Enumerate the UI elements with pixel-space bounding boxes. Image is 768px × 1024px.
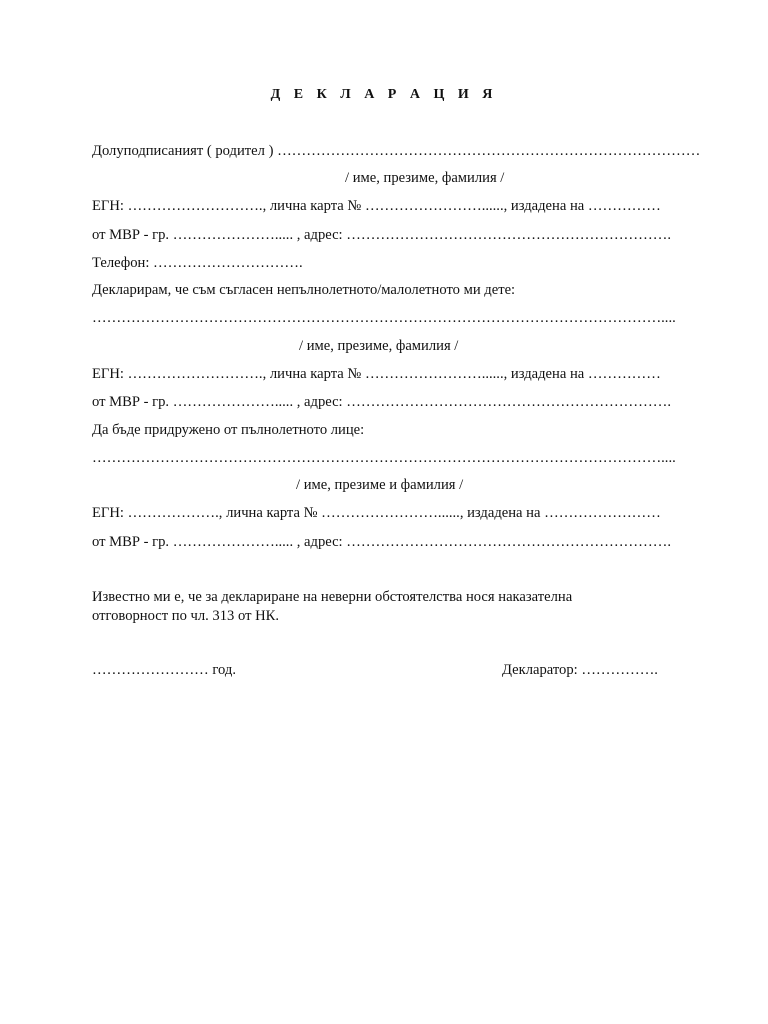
child-egn-line: ЕГН: ………………………., лична карта № ……………………......, издадена на …………… [92, 366, 661, 382]
companion-mvr-address-line: от МВР - гр. …………………..... , адрес: …………………………………………………………. [92, 534, 671, 550]
parent-phone-line: Телефон: …………………………. [92, 255, 303, 271]
child-name-line: ……………………………………………………………………………………………………….... [92, 310, 676, 326]
parent-egn-line: ЕГН: ………………………., лична карта № ……………………......, издадена на …………… [92, 198, 661, 214]
child-mvr-address-line: от МВР - гр. …………………..... , адрес: …………………………………………………………. [92, 394, 671, 410]
parent-name-caption: / име, презиме, фамилия / [345, 170, 505, 186]
parent-name-line: Долуподписаният ( родител ) …………………………………………………………………………… [92, 143, 701, 159]
consent-statement: Декларирам, че съм съгласен непълнолетното/малолетното ми дете: [92, 282, 516, 298]
companion-statement: Да бъде придружено от пълнолетното лице: [92, 422, 365, 438]
liability-statement-line-2: отговорност по чл. 313 от НК. [92, 608, 280, 624]
child-name-caption: / име, презиме, фамилия / [299, 338, 459, 354]
parent-mvr-address-line: от МВР - гр. …………………..... , адрес: …………………………………………………………. [92, 227, 671, 243]
declarant-signature-field: Декларатор: ……………. [502, 662, 658, 678]
liability-statement-line-1: Известно ми е, че за деклариране на неверни обстоятелства нося наказателна [92, 589, 573, 605]
companion-egn-line: ЕГН: ………………., лична карта № ……………………......, издадена на …………………… [92, 505, 661, 521]
document-title: Д Е К Л А Р А Ц И Я [270, 87, 498, 102]
date-field: …………………… год. [92, 662, 236, 678]
companion-name-caption: / име, презиме и фамилия / [296, 477, 464, 493]
companion-name-line: ……………………………………………………………………………………………………….... [92, 450, 676, 466]
